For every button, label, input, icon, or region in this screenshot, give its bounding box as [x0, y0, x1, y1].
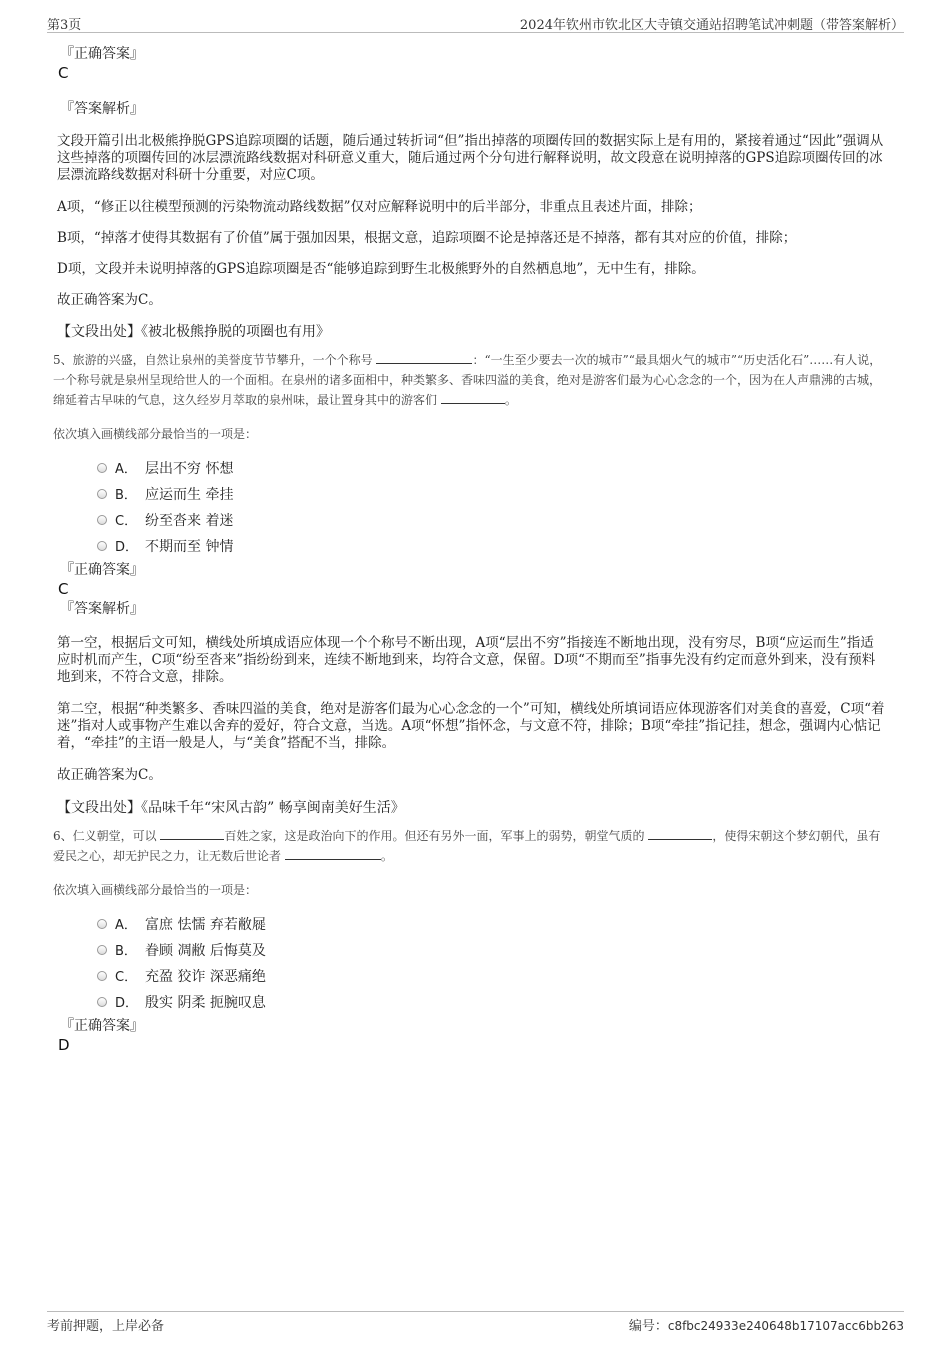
page-number: 第3页: [47, 18, 82, 33]
option-list: [97, 456, 887, 560]
page-footer: [47, 1311, 904, 1334]
radio-button[interactable]: [97, 463, 107, 473]
radio-button[interactable]: [97, 919, 107, 929]
fill-blank: [648, 827, 712, 840]
source-line: [57, 798, 887, 818]
page-header: [47, 12, 904, 33]
option-c[interactable]: C． 充盈 狡诈 深恶痛绝: [97, 964, 887, 990]
analysis-paragraph: B项，“掉落才使得其数据有了价值”属于强加因果，根据文意，追踪项圈不论是掉落还是不掉落，都有其对应的价值，排除；: [57, 230, 797, 246]
source-label: 【文段出处】: [57, 324, 141, 340]
correct-answer-value: D: [58, 1036, 70, 1054]
radio-button[interactable]: [97, 515, 107, 525]
fill-prompt: 依次填入画横线部分最恰当的一项是：: [53, 883, 258, 897]
fill-blank: [160, 827, 224, 840]
fill-blank: [285, 847, 381, 860]
option-list: [97, 912, 887, 1016]
question-stem: 6、仁义朝堂，可以 百姓之家，这是政治向下的作用。但还有另外一面，军事上的弱势，朝堂气质的 ，使得宋朝这个梦幻朝代，虽有爱民之心，却无护民之力，让无数后世论者 。: [53, 829, 881, 863]
option-b[interactable]: B． 应运而生 牵挂: [97, 482, 887, 508]
option-d[interactable]: D． 不期而至 钟情: [97, 534, 887, 560]
analysis-paragraph: D项，文段并未说明掉落的GPS追踪项圈是否“能够追踪到野生北极熊野外的自然栖息地”，无中生有，排除。: [57, 261, 705, 277]
analysis-label: 『答案解析』: [60, 601, 144, 617]
correct-answer-label: 『正确答案』: [60, 562, 144, 578]
analysis-label: 『答案解析』: [60, 101, 144, 117]
radio-button[interactable]: [97, 997, 107, 1007]
correct-answer-value: C: [58, 580, 69, 598]
analysis-paragraph: 第一空，根据后文可知，横线处所填成语应体现一个个称号不断出现，A项“层出不穷”指接连不断地出现，没有穷尽，B项“应运而生”指适应时机而产生，C项“纷至沓来”指纷纷到来，连续不断地到来，均符合文意，保留。D项“不期而至”指事先没有约定而意外到来，没有预料地到来，不符合文意，排除。: [57, 635, 876, 685]
source-title: 《被北极熊挣脱的项圈也有用》: [141, 324, 330, 340]
radio-button[interactable]: [97, 541, 107, 551]
option-c[interactable]: C． 纷至沓来 着迷: [97, 508, 887, 534]
page-content: [53, 44, 887, 1055]
option-a[interactable]: A． 富庶 怯懦 弃若敝屣: [97, 912, 887, 938]
option-d[interactable]: D． 殷实 阴柔 扼腕叹息: [97, 990, 887, 1016]
source-label: 【文段出处】: [57, 800, 141, 816]
correct-answer-value: C: [58, 64, 69, 82]
correct-answer-label: 『正确答案』: [60, 46, 144, 62]
radio-button[interactable]: [97, 945, 107, 955]
analysis-paragraph: A项，“修正以往模型预测的污染物流动路线数据”仅对应解释说明中的后半部分，非重点且表述片面，排除；: [57, 199, 702, 215]
analysis-paragraph: 文段开篇引出北极熊挣脱GPS追踪项圈的话题，随后通过转折词“但”指出掉落的项圈传回的数据实际上是有用的，紧接着通过“因此”强调从这些掉落的项圈传回的冰层漂流路线数据对科研意义重大，随后通过两个分句进行解释说明，故文段意在说明掉落的GPS追踪项圈传回的冰层漂流路线数据对科研十分重要，对应C项。: [57, 133, 884, 183]
fill-prompt: 依次填入画横线部分最恰当的一项是：: [53, 427, 258, 441]
radio-button[interactable]: [97, 971, 107, 981]
footer-slogan: 考前押题，上岸必备: [47, 1319, 165, 1334]
analysis-paragraph: 故正确答案为C。: [57, 767, 162, 783]
source-title: 《品味千年“宋风古韵” 畅享闽南美好生活》: [141, 800, 405, 816]
question-stem: 5、旅游的兴盛，自然让泉州的美誉度节节攀升，一个个称号 ：“一生至少要去一次的城市”“最具烟火气的城市”“历史活化石”……有人说，一个称号就是泉州呈现给世人的一个面相。在泉州的诸多面相中，种类繁多、香味四溢的美食，绝对是游客们最为心心念念的一个，因为在人声鼎沸的古城，绵延着古早味的气息，这久经岁月萃取的泉州味，最让置身其中的游客们 。: [53, 353, 882, 407]
fill-blank: [376, 351, 472, 364]
correct-answer-label: 『正确答案』: [60, 1018, 144, 1034]
radio-button[interactable]: [97, 489, 107, 499]
analysis-paragraph: 故正确答案为C。: [57, 292, 162, 308]
source-line: [57, 322, 887, 342]
document-code: 编号：c8fbc24933e240648b17107acc6bb263: [628, 1319, 904, 1334]
option-a[interactable]: A． 层出不穷 怀想: [97, 456, 887, 482]
fill-blank: [441, 391, 505, 404]
document-title: 2024年钦州市钦北区大寺镇交通站招聘笔试冲刺题（带答案解析）: [519, 18, 904, 33]
analysis-paragraph: 第二空，根据“种类繁多、香味四溢的美食，绝对是游客们最为心心念念的一个”可知，横线处所填词语应体现游客们对美食的喜爱，C项“着迷”指对人或事物产生难以舍弃的爱好，符合文意，当选。A项“怀想”指怀念，与文意不符，排除；B项“牵挂”指记挂，想念，强调内心惦记着，“牵挂”的主语一般是人，与“美食”搭配不当，排除。: [57, 701, 885, 751]
option-b[interactable]: B． 眷顾 凋敝 后悔莫及: [97, 938, 887, 964]
